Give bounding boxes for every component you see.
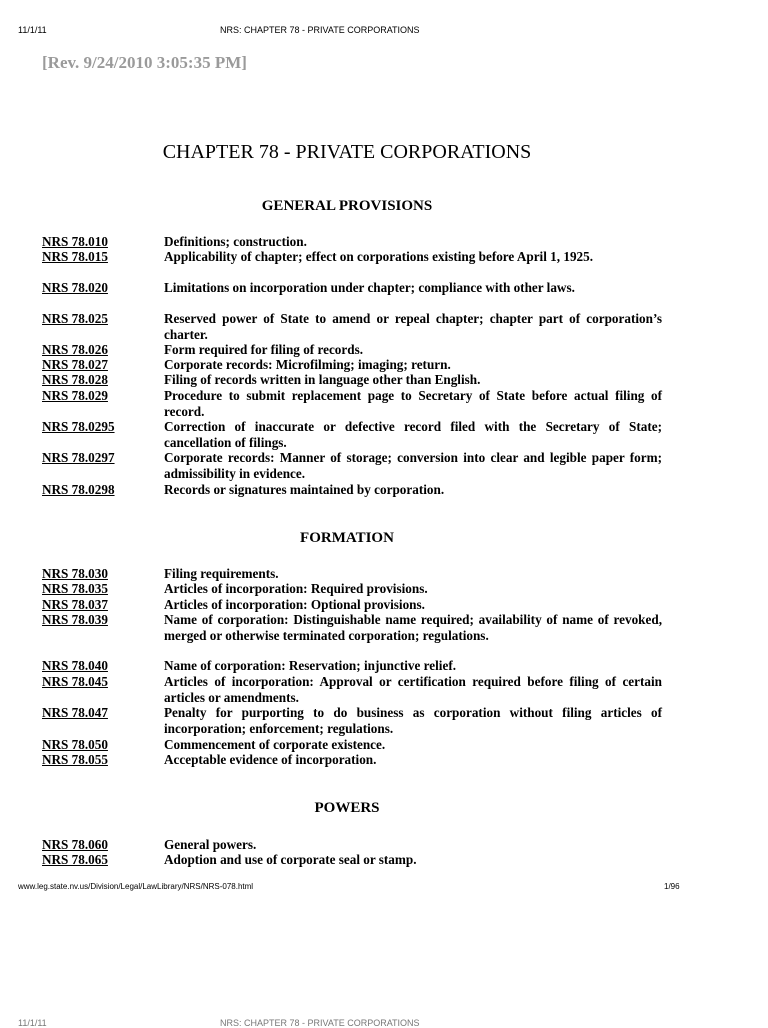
section-description: Definitions; construction. [164, 234, 307, 249]
section-description: Articles of incorporation: Optional provisions. [164, 597, 425, 612]
section-link[interactable]: NRS 78.026 [42, 342, 108, 357]
toc-entry [42, 658, 662, 674]
section-description: Correction of inaccurate or defective record filed with the Secretary of State; cancellation of filings. [164, 419, 662, 450]
toc-entry [42, 419, 662, 450]
print-header-date: 11/1/11 [18, 25, 47, 35]
section-link[interactable]: NRS 78.025 [42, 311, 108, 326]
print-header-title: NRS: CHAPTER 78 - PRIVATE CORPORATIONS [220, 25, 420, 35]
toc-entry [42, 357, 662, 373]
section-link[interactable]: NRS 78.030 [42, 566, 108, 581]
section-description: Acceptable evidence of incorporation. [164, 752, 377, 767]
section-description: Form required for filing of records. [164, 342, 364, 357]
section-link[interactable]: NRS 78.045 [42, 674, 108, 689]
section-heading-general-provisions: GENERAL PROVISIONS [261, 198, 433, 214]
section-link[interactable]: NRS 78.037 [42, 597, 108, 612]
print-footer-page-number: 1/96 [664, 882, 680, 891]
toc-entry [42, 852, 662, 868]
section-link[interactable]: NRS 78.0297 [42, 450, 115, 465]
section-description: Penalty for purporting to do business as corporation without filing articles of incorporation; enforcement; regulations. [164, 705, 662, 736]
next-page-header-title: NRS: CHAPTER 78 - PRIVATE CORPORATIONS [220, 1018, 420, 1028]
chapter-title: CHAPTER 78 - PRIVATE CORPORATIONS [162, 141, 532, 163]
toc-entry [42, 737, 662, 753]
section-description: Adoption and use of corporate seal or stamp. [164, 852, 417, 867]
toc-entry [42, 581, 662, 597]
toc-entry [42, 566, 662, 582]
print-footer-url: www.leg.state.nv.us/Division/Legal/LawLibrary/NRS/NRS-078.html [18, 882, 254, 891]
section-link[interactable]: NRS 78.035 [42, 581, 108, 596]
section-link[interactable]: NRS 78.020 [42, 280, 108, 295]
section-heading-powers: POWERS [314, 800, 380, 816]
section-description: Filing requirements. [164, 566, 279, 581]
section-link[interactable]: NRS 78.027 [42, 357, 108, 372]
revision-stamp: [Rev. 9/24/2010 3:05:35 PM] [42, 53, 247, 72]
section-heading-formation: FORMATION [300, 530, 394, 546]
section-link[interactable]: NRS 78.047 [42, 705, 108, 720]
section-description: General powers. [164, 837, 257, 852]
section-description: Articles of incorporation: Approval or certification required before filing of certain articles or amendments. [164, 674, 662, 705]
section-link[interactable]: NRS 78.015 [42, 249, 108, 264]
section-link[interactable]: NRS 78.065 [42, 852, 108, 867]
toc-entry [42, 311, 662, 342]
section-description: Procedure to submit replacement page to Secretary of State before actual filing of record. [164, 388, 662, 419]
toc-entry [42, 837, 662, 853]
toc-entry [42, 705, 662, 736]
section-description: Articles of incorporation: Required provisions. [164, 581, 428, 596]
section-link[interactable]: NRS 78.0298 [42, 482, 115, 497]
toc-entry [42, 249, 662, 265]
toc-entry [42, 388, 662, 419]
section-description: Reserved power of State to amend or repeal chapter; chapter part of corporation’s charter. [164, 311, 662, 342]
section-link[interactable]: NRS 78.029 [42, 388, 108, 403]
section-link[interactable]: NRS 78.060 [42, 837, 108, 852]
next-page-header-date: 11/1/11 [18, 1018, 47, 1028]
section-description: Name of corporation: Reservation; injunctive relief. [164, 658, 457, 673]
toc-entry [42, 450, 662, 481]
section-description: Corporate records: Microfilming; imaging; return. [164, 357, 451, 372]
section-link[interactable]: NRS 78.028 [42, 372, 108, 387]
section-link[interactable]: NRS 78.040 [42, 658, 108, 673]
toc-entry [42, 372, 662, 388]
section-description: Applicability of chapter; effect on corporations existing before April 1, 1925. [164, 249, 594, 264]
section-link[interactable]: NRS 78.050 [42, 737, 108, 752]
toc-entry [42, 234, 662, 250]
toc-entry [42, 612, 662, 643]
section-description: Limitations on incorporation under chapter; compliance with other laws. [164, 280, 575, 295]
section-description: Corporate records: Manner of storage; conversion into clear and legible paper form; admissibility in evidence. [164, 450, 662, 481]
section-description: Filing of records written in language other than English. [164, 372, 481, 387]
section-link[interactable]: NRS 78.010 [42, 234, 108, 249]
toc-entry [42, 597, 662, 613]
toc-entry [42, 752, 662, 768]
section-link[interactable]: NRS 78.039 [42, 612, 108, 627]
section-description: Commencement of corporate existence. [164, 737, 386, 752]
section-description: Records or signatures maintained by corporation. [164, 482, 445, 497]
toc-entry [42, 342, 662, 358]
toc-entry [42, 280, 662, 296]
section-link[interactable]: NRS 78.055 [42, 752, 108, 767]
section-description: Name of corporation: Distinguishable name required; availability of name of revoked, merged or otherwise terminated corporation; regulations. [164, 612, 662, 643]
toc-entry [42, 674, 662, 705]
toc-entry [42, 482, 662, 498]
section-link[interactable]: NRS 78.0295 [42, 419, 115, 434]
